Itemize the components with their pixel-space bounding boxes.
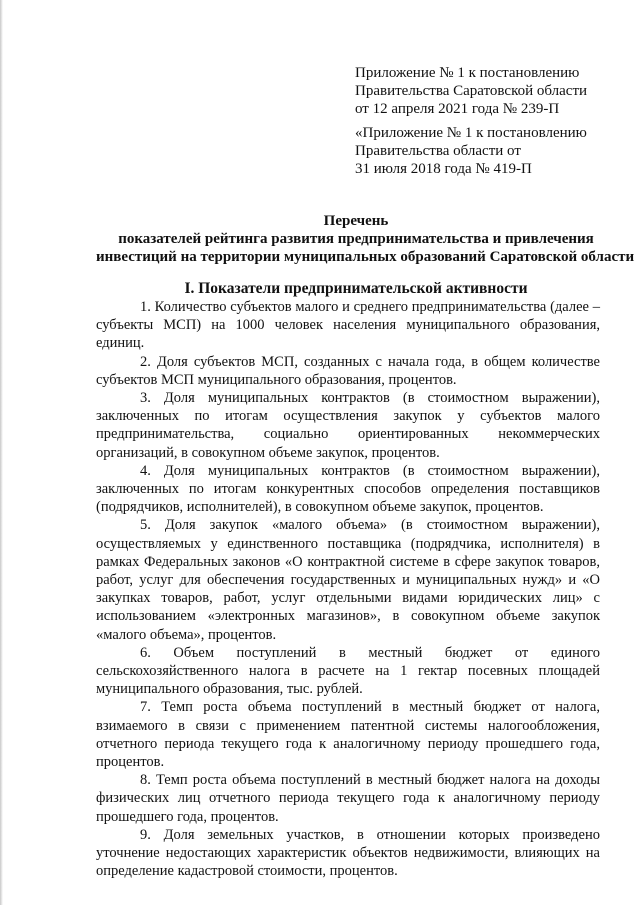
indicator-item-8: 8. Темп роста объема поступлений в местный бюджет налога на доходы физических лиц отчетного периода текущего года к аналогичному периоду прошедшего года, процентов.	[96, 772, 600, 825]
indicator-item-3: 3. Доля муниципальных контрактов (в стоимостном выражении), заключенных по итогам осуществления закупок у субъектов малого предпринимательства, социально ориентированных некоммерческих организаций, в совокупном объеме закупок, процентов.	[96, 390, 600, 461]
appendix-previous-line-1: «Приложение № 1 к постановлению	[355, 125, 587, 141]
indicator-item-5: 5. Доля закупок «малого объема» (в стоимостном выражении), осуществляемых у единственного поставщика (подрядчика, исполнителя) в рамках Федеральных законов «О контрактной системе в сфере закупок товаров, работ, услуг для обеспечения государственных и муниципальных нужд» и «О закупках товаров, работ, услуг отдельными видами юридических лиц» с использованием «электронных магазинов», в совокупном объеме закупок «малого объема», процентов.	[96, 517, 600, 643]
indicator-list	[96, 298, 600, 881]
appendix-reference-previous	[355, 124, 625, 178]
scan-edge	[0, 0, 3, 905]
indicator-item-9: 9. Доля земельных участков, в отношении которых произведено уточнение недостающих характеристик объектов недвижимости, влияющих на определение кадастровой стоимости, процентов.	[96, 826, 600, 880]
appendix-reference-current	[355, 64, 625, 118]
document-title	[96, 212, 635, 266]
title-line-1: Перечень	[323, 213, 389, 229]
title-line-2: показателей рейтинга развития предпринимательства и привлечения	[118, 231, 594, 247]
title-line-3: инвестиций на территории муниципальных образований Саратовской области	[96, 249, 635, 265]
section-heading: I. Показатели предпринимательской активности	[184, 280, 528, 297]
indicator-item-4: 4. Доля муниципальных контрактов (в стоимостном выражении), заключенных по итогам конкурентных способов определения поставщиков (подрядчиков, исполнителей), в совокупном объеме закупок, процентов.	[96, 462, 600, 516]
appendix-current-line-2: Правительства Саратовской области	[355, 83, 588, 99]
appendix-current-line-1: Приложение № 1 к постановлению	[355, 65, 580, 81]
indicator-item-7: 7. Темп роста объема поступлений в местный бюджет от налога, взимаемого в связи с применением патентной системы налогообложения, отчетного периода текущего года к аналогичному периоду прошедшего года, процентов.	[96, 699, 600, 771]
appendix-previous-line-2: Правительства области от	[355, 143, 521, 159]
indicator-item-2: 2. Доля субъектов МСП, созданных с начала года, в общем количестве субъектов МСП муниципального образования, процентов.	[96, 353, 600, 388]
indicator-item-6: 6. Объем поступлений в местный бюджет от единого сельскохозяйственного налога в расчете на 1 гектар посевных площадей муниципального образования, тыс. рублей.	[96, 644, 600, 698]
appendix-previous-line-3: 31 июля 2018 года № 419-П	[355, 161, 532, 177]
indicator-item-1: 1. Количество субъектов малого и среднего предпринимательства (далее – субъекты МСП) на 1000 человек населения муниципального образования, единиц.	[96, 299, 600, 352]
appendix-current-line-3: от 12 апреля 2021 года № 239-П	[355, 101, 560, 117]
